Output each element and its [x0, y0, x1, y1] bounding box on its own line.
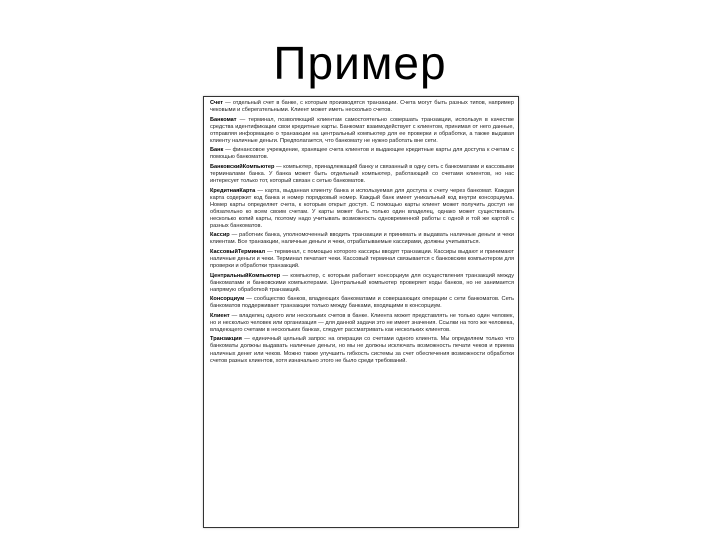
- glossary-term: Банкомат: [210, 116, 237, 123]
- glossary-definition: — владелец одного или нескольких счетов в банке. Клиента может представлять не только один человек, но и несколько человек или организация — для данной задачи это не имеет значения. Ссылки на того же человека, владеющего счетами в нескольких банках, следует рассматривать как нескольких клиентов.: [210, 312, 514, 333]
- glossary-term: КредитнаяКарта: [210, 187, 256, 194]
- slide-title: Пример: [273, 37, 447, 89]
- glossary-term: БанковскийКомпьютер: [210, 163, 275, 170]
- glossary-definition: — работник банка, уполномоченный вводить транзакции и принимать и выдавать наличные деньги и чеки клиентам. Все транзакции, наличные деньги и чеки, отрабатываемые кассирами, должны учитываться.: [210, 232, 514, 246]
- glossary-entry: [210, 188, 514, 230]
- glossary-entry: [210, 296, 514, 310]
- glossary-term: Счет: [210, 100, 223, 106]
- glossary-entry: [210, 249, 514, 270]
- glossary-entry: [210, 336, 514, 364]
- glossary-term: Транзакция: [210, 336, 242, 343]
- glossary-term: Банк: [210, 147, 224, 154]
- glossary-entry: [210, 273, 514, 294]
- glossary-entry: [210, 117, 514, 145]
- glossary-definition: — терминал, позволяющий клиентам самостоятельно совершать транзакции, используя в качестве средства идентификации свои кредитные карты. Банкомат взаимодействует с клиентом, принимая от него данные, отправляя информацию о транзакции на центральный компьютер для ее проверки и обработки, а также выдавая клиенту наличные деньги. Предполагается, что банкомату не нужно работать вне сети.: [210, 116, 514, 144]
- glossary-term: Клиент: [210, 312, 230, 319]
- glossary-definition: — финансовое учреждение, хранящее счета клиентов и выдающее кредитные карты для доступа к счетам с помощью банкоматов.: [210, 147, 514, 161]
- glossary-definition: — компьютер, с которым работает консорциум для осуществления транзакций между банкоматами и банковскими компьютерами. Центральный компьютер проверяет коды банков, но не занимается напрямую обработкой транзакций.: [210, 272, 514, 293]
- glossary-term: Кассир: [210, 232, 230, 239]
- glossary-definition: — компьютер, принадлежащий банку и связанный в одну сеть с банкоматами и кассовыми терминалами банка. У банка может быть отдельный компьютер, работающий со счетами клиентов, но нас интересует только тот, который связан с сетью банкоматов.: [210, 163, 514, 184]
- glossary-term: КассовыйТерминал: [210, 248, 266, 255]
- glossary-entry: [210, 313, 514, 334]
- document-scan: [203, 96, 519, 528]
- glossary-entry: [210, 147, 514, 161]
- glossary-entry: [210, 100, 514, 114]
- glossary-definition: — отдельный счет в банке, с которым производятся транзакции. Счета могут быть разных типов, например чековыми и сберегательными. Клиент может иметь несколько счетов.: [210, 100, 514, 114]
- glossary-definition: — единичный цельный запрос на операции со счетами одного клиента. Мы определяем только что банкоматы должны выдавать наличные деньги, но мы не должны исключать возможность печати чеков и приема наличных денег или чеков. Можно также улучшить гибкость системы за счет обеспечения возможности обработки счетов разных клиентов, хотя изначально этого не было среди требований.: [210, 336, 514, 364]
- glossary-definition: — карта, выданная клиенту банка и используемая для доступа к счету через банкомат. Каждая карта содержит код банка и номер порядковый номер. Каждый банк имеет уникальный код внутри консорциума. Номер карты определяет счета, к которым открыт доступ. С помощью карты клиент может получить доступ не обязательно ко всем своим счетам. У карты может быть только один владелец, однако может существовать несколько копий карты, поэтому надо учитывать возможность одновременной работы с одной и той же картой с разных банкоматов.: [210, 187, 514, 229]
- glossary-term: Консорциум: [210, 296, 245, 303]
- glossary-entry: [210, 232, 514, 246]
- glossary-definition: — сообщество банков, владеющих банкоматами и совершающих операции с сети банкоматов. Сеть банкоматов поддерживает транзакции только между банками, входящими в консорциум.: [210, 296, 514, 310]
- glossary-definition: — терминал, с помощью которого кассиры вводят транзакции. Кассиры выдают и принимают наличные деньги и чеки. Терминал печатает чеки. Кассовый терминал связывается с банковским компьютером для проверки и обработки транзакций.: [210, 248, 514, 269]
- glossary-term: ЦентральныйКомпьютер: [210, 272, 281, 279]
- glossary-entry: [210, 164, 514, 185]
